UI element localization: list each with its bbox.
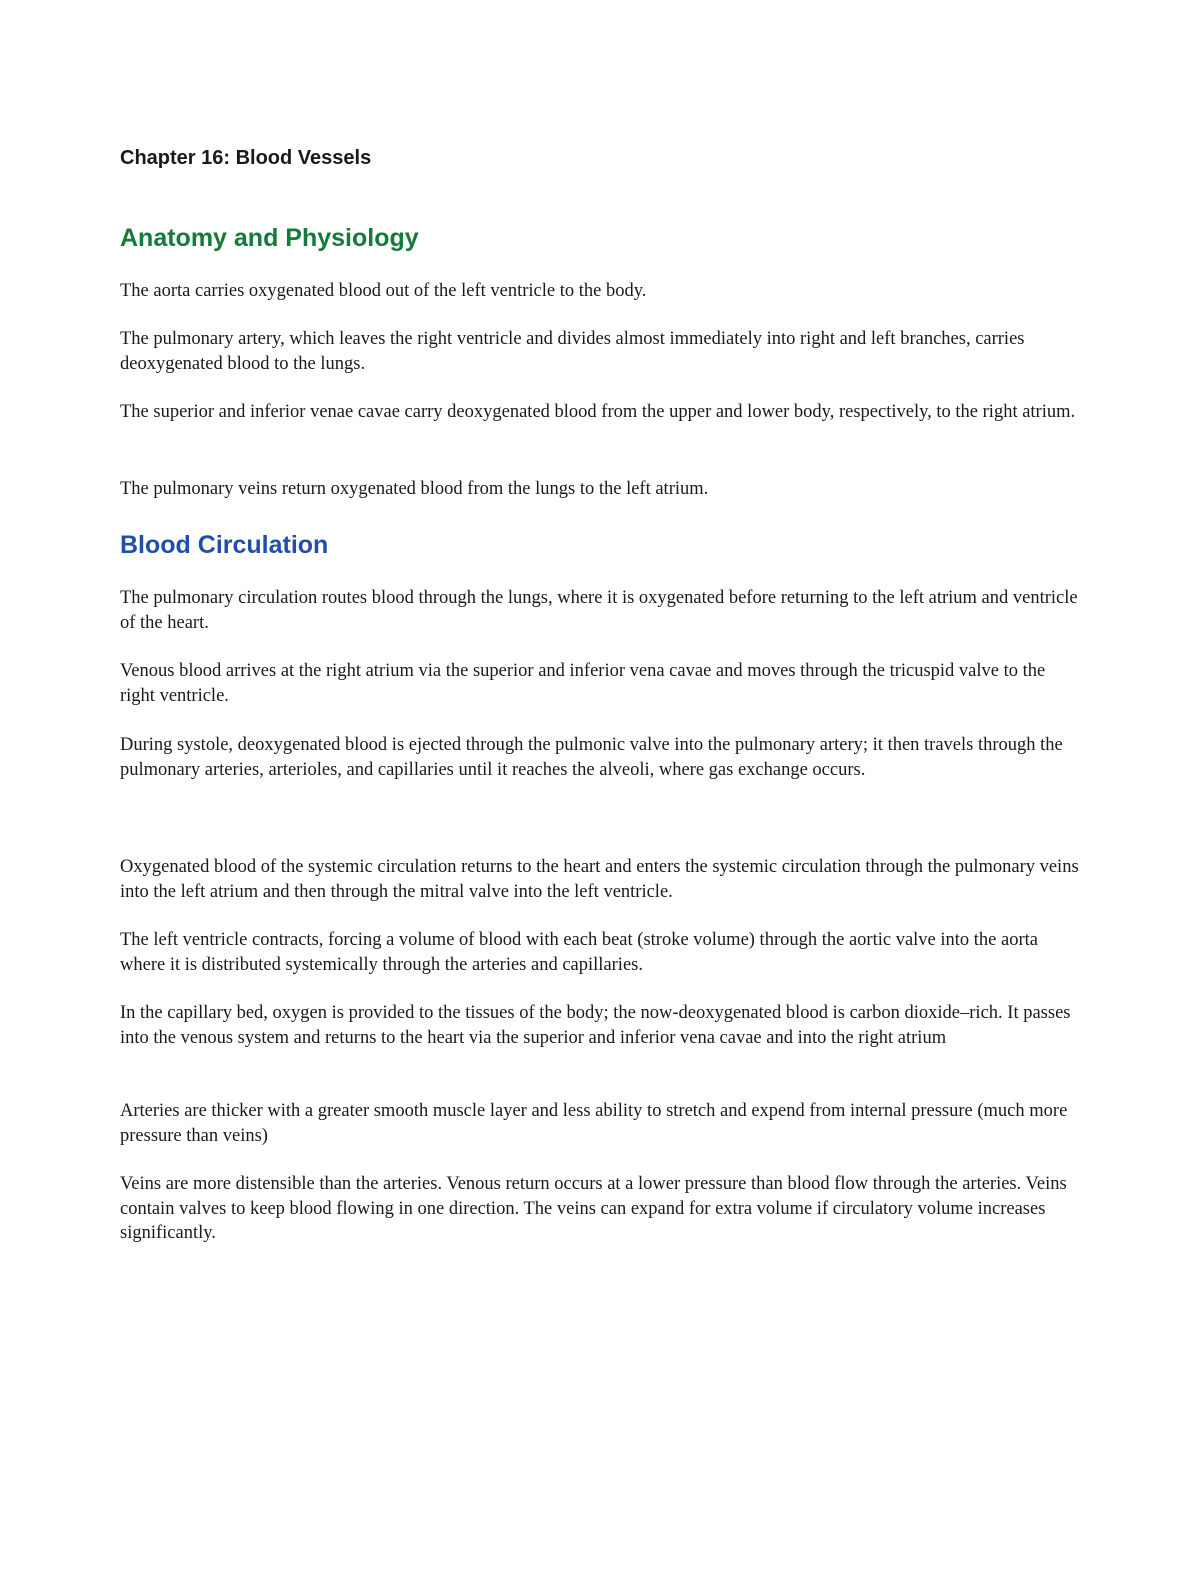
paragraph-capillary-bed: In the capillary bed, oxygen is provided to the tissues of the body; the now-deoxygenated blood is carbon dioxide–rich. It passes into the venous system and returns to the heart via the superior and inferior vena cavae and into the right atrium <box>120 1003 1071 1048</box>
paragraph-left-ventricle: The left ventricle contracts, forcing a volume of blood with each beat (stroke volume) through the aortic valve into the aorta where it is distributed systemically through the arteries and capillaries. <box>120 930 1038 975</box>
paragraph-arteries: Arteries are thicker with a greater smooth muscle layer and less ability to stretch and expend from internal pressure (much more pressure than veins) <box>120 1101 1068 1146</box>
paragraph-venae-cavae: The superior and inferior venae cavae carry deoxygenated blood from the upper and lower body, respectively, to the right atrium. <box>120 402 1076 422</box>
paragraph-veins: Veins are more distensible than the arteries. Venous return occurs at a lower pressure than blood flow through the arteries. Veins contain valves to keep blood flowing in one direction. The veins can expand for extra volume if circulatory volume increases significantly. <box>120 1174 1067 1243</box>
chapter-title: Chapter 16: Blood Vessels <box>120 147 372 169</box>
paragraph-systole: During systole, deoxygenated blood is ejected through the pulmonic valve into the pulmonary artery; it then travels through the pulmonary arteries, arterioles, and capillaries until it reaches the alveoli, where gas exchange occurs. <box>120 735 1063 780</box>
paragraph-pulmonary-artery: The pulmonary artery, which leaves the right ventricle and divides almost immediately into right and left branches, carries deoxygenated blood to the lungs. <box>120 329 1025 374</box>
paragraph-aorta: The aorta carries oxygenated blood out of the left ventricle to the body. <box>120 281 647 301</box>
paragraph-oxygenated-blood: Oxygenated blood of the systemic circulation returns to the heart and enters the systemic circulation through the pulmonary veins into the left atrium and then through the mitral valve into the left ventricle. <box>120 857 1079 902</box>
section-heading-blood-circulation: Blood Circulation <box>120 531 329 559</box>
paragraph-pulmonary-veins: The pulmonary veins return oxygenated blood from the lungs to the left atrium. <box>120 479 709 499</box>
paragraph-pulmonary-circulation: The pulmonary circulation routes blood through the lungs, where it is oxygenated before returning to the left atrium and ventricle of the heart. <box>120 588 1078 633</box>
paragraph-venous-blood: Venous blood arrives at the right atrium via the superior and inferior vena cavae and moves through the tricuspid valve to the right ventricle. <box>120 661 1046 706</box>
section-heading-anatomy-and-physiology: Anatomy and Physiology <box>120 224 419 252</box>
